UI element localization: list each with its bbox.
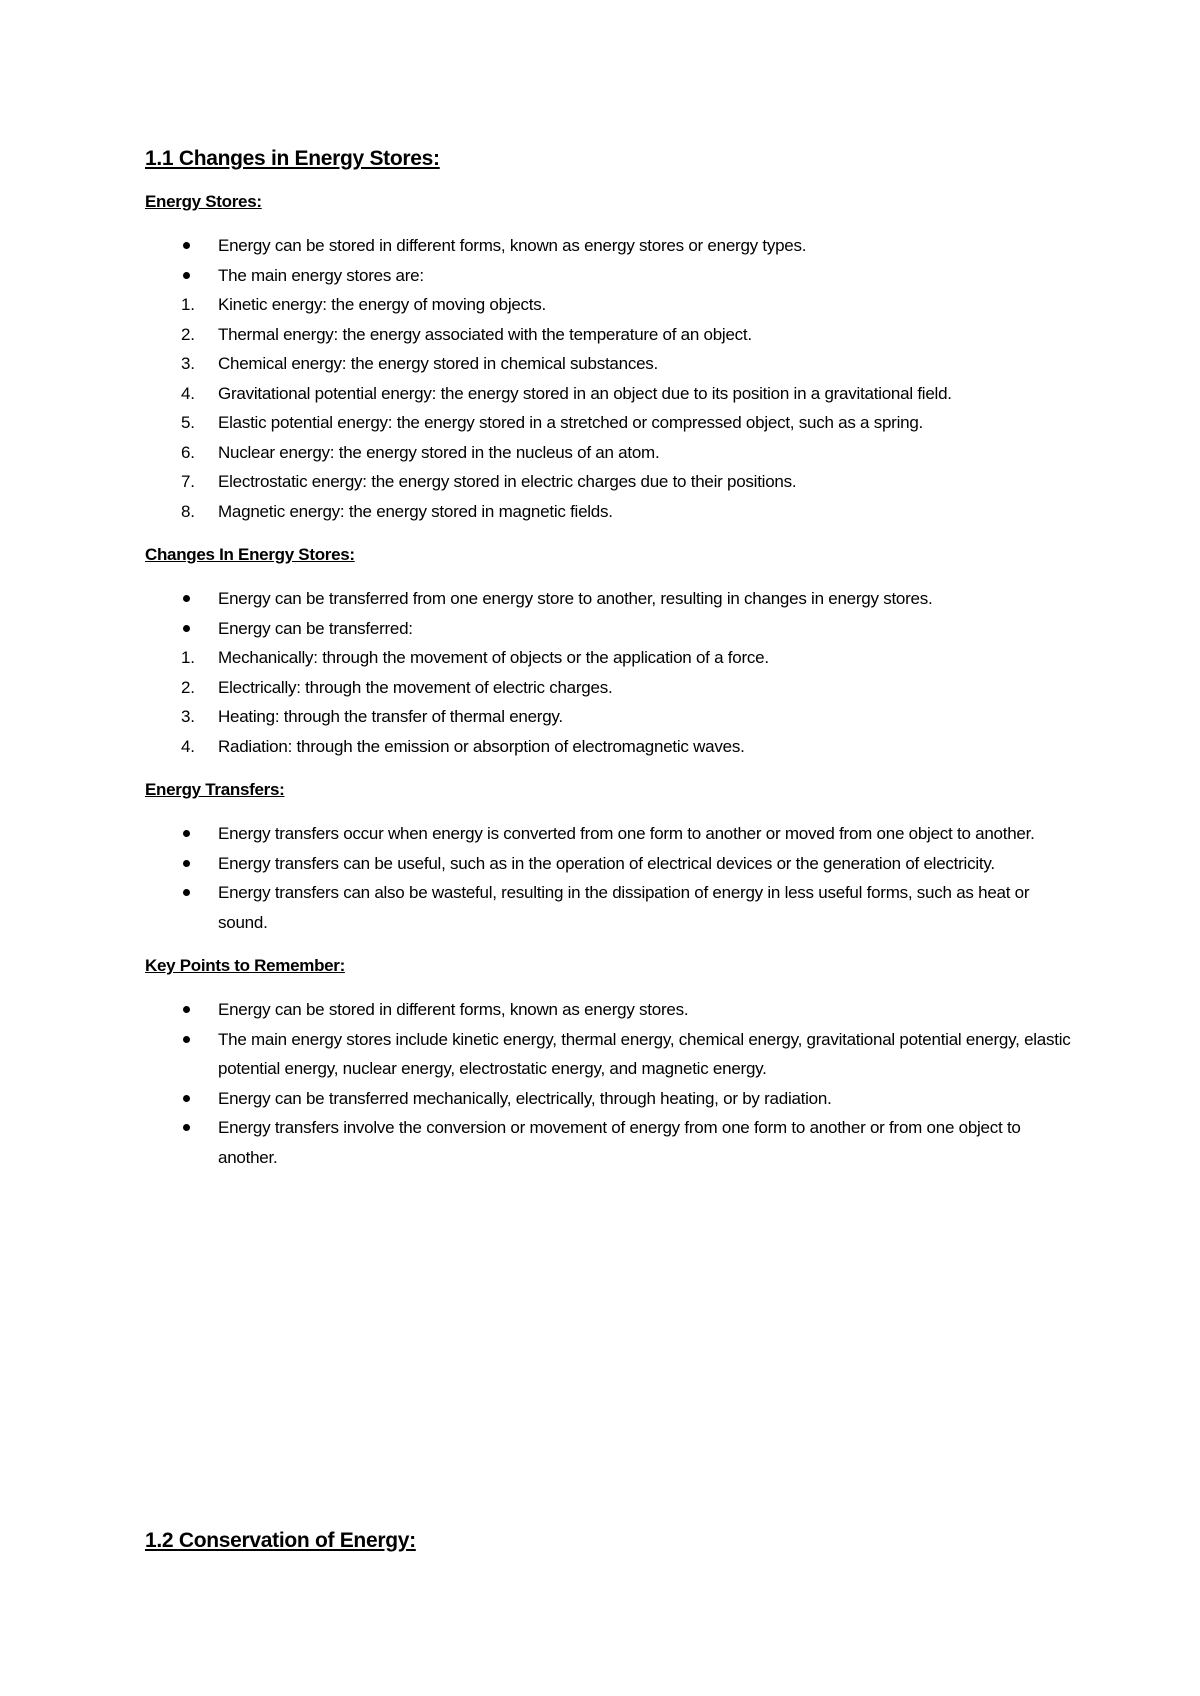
bullet-icon: [145, 231, 218, 261]
bullet-icon: [145, 1025, 218, 1084]
list-item: [145, 584, 1075, 614]
list-item-text: Thermal energy: the energy associated with the temperature of an object.: [218, 324, 752, 344]
list-item-text: The main energy stores include kinetic energy, thermal energy, chemical energy, gravitational potential energy, elastic potential energy, nuclear energy, electrostatic energy, and magnetic energy.: [218, 1029, 1071, 1078]
list-item-text: Energy transfers occur when energy is converted from one form to another or moved from one object to another.: [218, 824, 1035, 843]
list-item: [145, 231, 1075, 261]
list-number: 2.: [181, 677, 195, 697]
list-number: 4.: [181, 383, 195, 403]
energy-stores-heading: Energy Stores:: [145, 192, 262, 211]
energy-stores-list: [145, 231, 1075, 526]
list-item-text: Energy can be transferred mechanically, electrically, through heating, or by radiation.: [218, 1088, 832, 1108]
list-item: [145, 349, 1075, 379]
list-number: 1.: [181, 648, 195, 667]
list-item-text: Chemical energy: the energy stored in chemical substances.: [218, 354, 659, 373]
list-item-text: Magnetic energy: the energy stored in magnetic fields.: [218, 501, 613, 521]
energy-transfers-heading: Energy Transfers:: [145, 780, 285, 799]
list-item: [145, 1113, 1075, 1172]
list-number: 1.: [181, 295, 195, 314]
list-item: [145, 379, 1075, 409]
list-number: 4.: [181, 736, 195, 756]
changes-list: [145, 584, 1075, 761]
list-item-text: Energy can be stored in different forms, known as energy stores.: [218, 1000, 689, 1019]
list-item: [145, 1084, 1075, 1114]
list-item-text: Electrically: through the movement of electric charges.: [218, 677, 613, 697]
list-item-text: The main energy stores are:: [218, 265, 424, 285]
list-item: [145, 673, 1075, 703]
list-item: [145, 497, 1075, 527]
list-item: [145, 819, 1075, 849]
list-item-text: Heating: through the transfer of thermal energy.: [218, 707, 563, 726]
bullet-icon: [145, 819, 218, 849]
bullet-icon: [145, 878, 218, 937]
list-item: [145, 320, 1075, 350]
energy-transfers-list: [145, 819, 1075, 937]
bullet-icon: [145, 584, 218, 614]
list-number: 2.: [181, 324, 195, 344]
list-number: 6.: [181, 442, 195, 462]
bullet-icon: [145, 1113, 218, 1172]
list-item-text: Electrostatic energy: the energy stored in electric charges due to their positions.: [218, 472, 797, 491]
list-item: [145, 878, 1075, 937]
document-page: [145, 146, 1075, 1190]
list-item: [145, 261, 1075, 291]
changes-heading: Changes In Energy Stores:: [145, 545, 355, 564]
key-points-list: [145, 995, 1075, 1172]
list-item: [145, 467, 1075, 497]
list-item-text: Energy transfers involve the conversion or movement of energy from one form to another or from one object to another.: [218, 1118, 1021, 1167]
bullet-icon: [145, 261, 218, 291]
list-item-text: Mechanically: through the movement of objects or the application of a force.: [218, 648, 769, 667]
list-item: [145, 849, 1075, 879]
list-item: [145, 438, 1075, 468]
list-item-text: Kinetic energy: the energy of moving objects.: [218, 295, 546, 314]
list-item: [145, 408, 1075, 438]
list-number: 7.: [181, 472, 195, 491]
list-number: 3.: [181, 707, 195, 726]
list-item-text: Radiation: through the emission or absorption of electromagnetic waves.: [218, 736, 745, 756]
bullet-icon: [145, 849, 218, 879]
list-item: [145, 614, 1075, 644]
list-item-text: Energy can be transferred from one energy store to another, resulting in changes in energy stores.: [218, 589, 933, 608]
section-2-title: 1.2 Conservation of Energy:: [145, 1529, 416, 1552]
section-title: 1.1 Changes in Energy Stores:: [145, 147, 440, 170]
list-number: 8.: [181, 501, 195, 521]
list-item-text: Nuclear energy: the energy stored in the nucleus of an atom.: [218, 442, 660, 462]
list-number: 3.: [181, 354, 195, 373]
key-points-heading: Key Points to Remember:: [145, 956, 345, 975]
list-item-text: Elastic potential energy: the energy stored in a stretched or compressed object, such as a spring.: [218, 413, 924, 432]
list-item: [145, 732, 1075, 762]
bullet-icon: [145, 1084, 218, 1114]
list-item: [145, 643, 1075, 673]
list-item: [145, 995, 1075, 1025]
list-item: [145, 1025, 1075, 1084]
list-item-text: Energy can be stored in different forms, known as energy stores or energy types.: [218, 236, 807, 255]
list-item: [145, 702, 1075, 732]
list-item: [145, 290, 1075, 320]
list-item-text: Energy transfers can also be wasteful, resulting in the dissipation of energy in less useful forms, such as heat or sound.: [218, 883, 1030, 932]
list-item-text: Energy can be transferred:: [218, 618, 413, 638]
bullet-icon: [145, 614, 218, 644]
list-item-text: Energy transfers can be useful, such as in the operation of electrical devices or the generation of electricity.: [218, 853, 995, 873]
list-item-text: Gravitational potential energy: the energy stored in an object due to its position in a gravitational field.: [218, 383, 952, 403]
bullet-icon: [145, 995, 218, 1025]
list-number: 5.: [181, 413, 195, 432]
